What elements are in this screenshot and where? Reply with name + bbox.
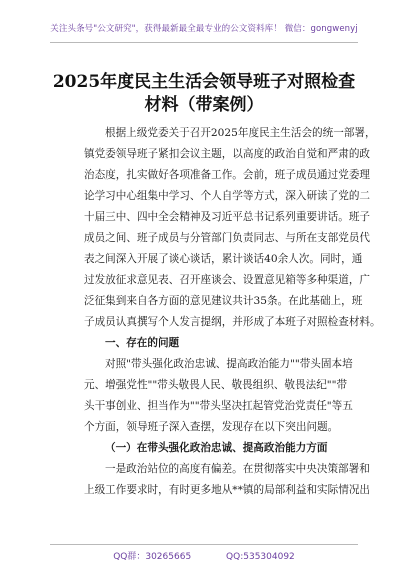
- qq-group-number: QQ群：30265665: [113, 552, 192, 562]
- paragraph-overview: [84, 354, 353, 438]
- text-line: 论学习中心组集中学习、个人自学等方式，深入研读了党的二: [84, 190, 371, 202]
- text-line: 表之间深入开展了谈心谈话，累计谈话40余人次。同时，通: [84, 253, 363, 265]
- text-line: 泛征集到来自各方面的意见建议共计35条。在此基础上，班: [84, 295, 363, 307]
- text-line: 头干事创业、担当作为""带头坚决扛起管党治党责任"等五: [84, 400, 353, 412]
- text-line: 对照"带头强化政治忠诚、提高政治能力""带头固本培: [105, 358, 353, 370]
- text-line: 十届三中、四中全会精神及习近平总书记系列重要讲话。班子: [84, 211, 371, 223]
- section-heading: 一、存在的问题: [105, 337, 180, 349]
- text-line: 成员之间、班子成员与分管部门负责同志、与所在支部党员代: [84, 232, 371, 244]
- text-line: 治态度，扎实做好各项准备工作。会前，班子成员通过党委理: [84, 169, 371, 181]
- paragraph-intro: [84, 123, 381, 333]
- text-line: 子成员认真撰写个人发言提纲，并形成了本班子对照检查材料。: [84, 316, 381, 328]
- text-line: 根据上级党委关于召开2025年度民主生活会的统一部署，: [105, 127, 376, 139]
- text-line: 上级工作要求时，有时更多地从**镇的局部利益和实际情况出: [84, 484, 371, 496]
- header-divider: [50, 42, 358, 43]
- title-line-2: 材料（带案例）: [144, 95, 264, 115]
- text-line: 镇党委领导班子紧扣会议主题，以高度的政治自觉和严肃的政: [84, 148, 371, 160]
- page-footer: [0, 549, 408, 562]
- document-title: [0, 71, 408, 117]
- footer-divider: [50, 544, 358, 545]
- title-line-1: 2025年度民主生活会领导班子对照检查: [52, 72, 356, 92]
- paragraph-issue-1: [84, 459, 371, 501]
- text-line: 个方面，领导班子深入查摆，发现存在以下突出问题。: [84, 421, 339, 433]
- qq-contact-number: QQ:535304092: [226, 552, 295, 562]
- subsection-heading: （一）在带头强化政治忠诚、提高政治能力方面: [105, 442, 328, 454]
- text-line: 元、增强党性""带头敬畏人民、敬畏组织、敬畏法纪""带: [84, 379, 348, 391]
- text-line: 一是政治站位的高度有偏差。在贯彻落实中央决策部署和: [105, 463, 370, 475]
- page-header-promo: 关注头条号"公文研究"，获得最新最全最专业的公文资料库！ 微信：gongwenyj: [50, 24, 358, 34]
- document-body: [84, 123, 381, 501]
- text-line: 过发放征求意见表、召开座谈会、设置意见箱等多种渠道，广: [84, 274, 371, 286]
